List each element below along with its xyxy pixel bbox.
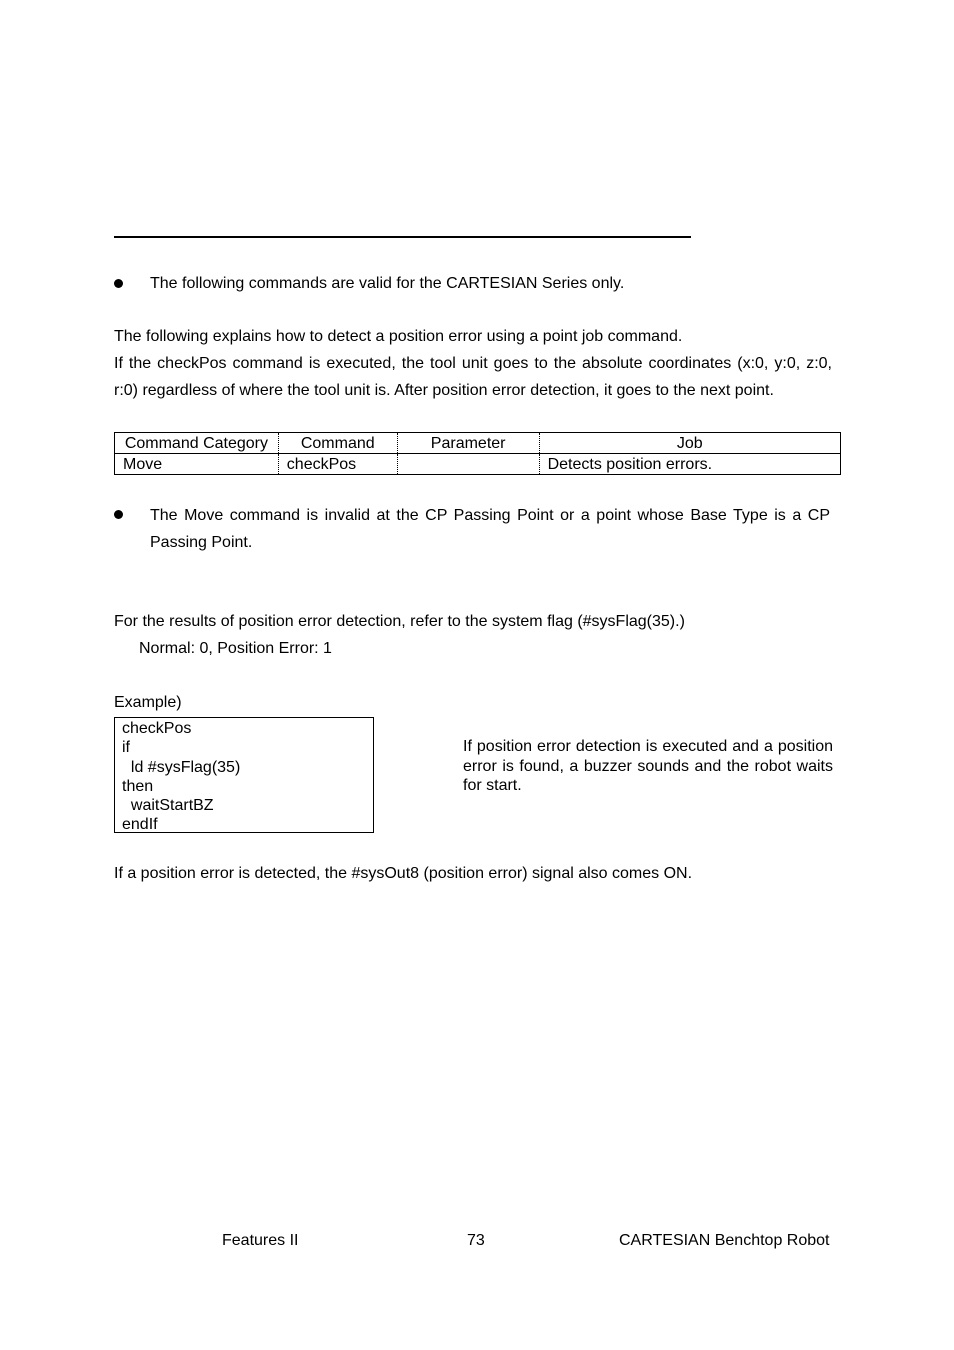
cell-command: checkPos: [278, 454, 397, 475]
section-rule: [114, 236, 691, 238]
footer-product: CARTESIAN Benchtop Robot: [619, 1232, 830, 1249]
example-label: Example): [114, 694, 182, 711]
table-header-row: [115, 433, 841, 454]
code-line: if: [122, 739, 130, 757]
bullet-icon: [114, 279, 123, 288]
cell-parameter: [397, 454, 539, 475]
closing-line: If a position error is detected, the #sysOut8 (position error) signal also comes ON.: [114, 865, 693, 882]
cell-category: Move: [115, 454, 279, 475]
footer-page-number: 73: [467, 1232, 485, 1249]
intro-line-1: The following explains how to detect a position error using a point job command.: [114, 328, 683, 345]
code-line: ld #sysFlag(35): [122, 758, 241, 776]
intro-paragraph: If the checkPos command is executed, the tool unit goes to the absolute coordinates (x:0, y:0, z:0, r:0) regardless of where the tool unit is. After position error detection, it goes to the next point.: [114, 355, 832, 399]
bullet-text-series: The following commands are valid for the CARTESIAN Series only.: [150, 275, 625, 292]
code-line: checkPos: [122, 720, 192, 737]
header-job: Job: [539, 433, 840, 454]
header-parameter: Parameter: [397, 433, 539, 454]
footer-section: Features II: [222, 1232, 299, 1249]
results-line: For the results of position error detection, refer to the system flag (#sysFlag(35).): [114, 613, 685, 630]
table-row: [115, 454, 841, 475]
header-command-category: Command Category: [115, 433, 279, 454]
command-table: [114, 432, 841, 475]
code-line: endIf: [122, 816, 158, 834]
header-command: Command: [278, 433, 397, 454]
code-line: then: [122, 777, 154, 795]
bullet-text-move-invalid: The Move command is invalid at the CP Passing Point or a point whose Base Type is a CP Passing Point.: [150, 507, 830, 551]
code-line: waitStartBZ: [122, 797, 214, 815]
code-example-box: [114, 717, 374, 833]
cell-job: Detects position errors.: [539, 454, 840, 475]
example-note: If position error detection is executed and a position error is found, a buzzer sounds and the robot waits for start.: [463, 738, 833, 794]
results-values: Normal: 0, Position Error: 1: [139, 640, 332, 657]
bullet-icon: [114, 510, 123, 519]
